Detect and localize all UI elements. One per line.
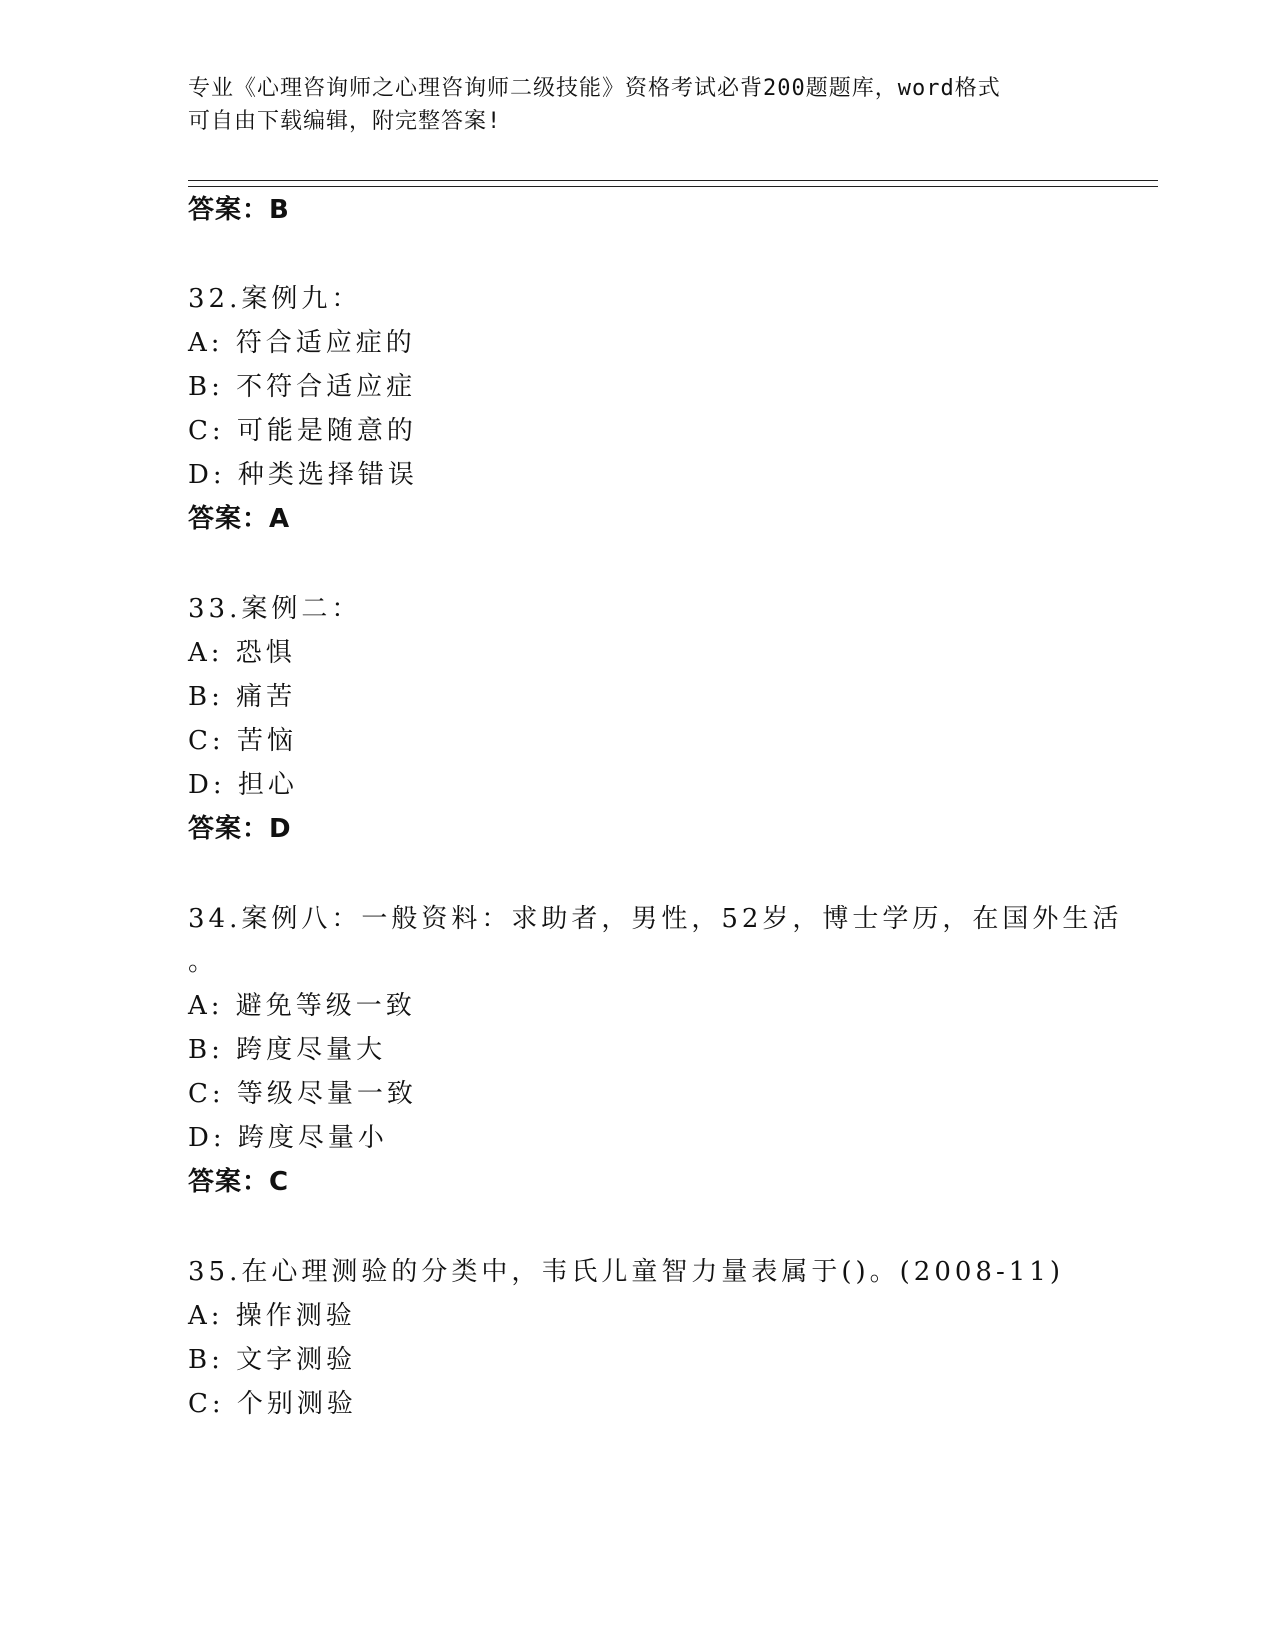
question-32-stem: 32.案例九： [188, 284, 362, 314]
question-34-option-d: D: 跨度尽量小 [188, 1123, 388, 1153]
question-34-option-a: A: 避免等级一致 [188, 991, 416, 1021]
question-33-option-b: B: 痛苦 [188, 682, 297, 712]
question-32-option-a: A: 符合适应症的 [188, 328, 416, 358]
header-rule-top [188, 180, 1158, 181]
header-line-1: 专业《心理咨询师之心理咨询师二级技能》资格考试必背200题题库，word格式 [188, 76, 1001, 101]
question-35-option-a: A: 操作测验 [188, 1301, 356, 1331]
question-33-option-d: D: 担心 [188, 770, 298, 800]
question-33-stem: 33.案例二： [188, 594, 362, 624]
previous-answer: 答案：B [188, 195, 290, 225]
question-35-option-b: B: 文字测验 [188, 1345, 357, 1375]
question-34-answer: 答案：C [188, 1167, 290, 1197]
question-32-option-c: C: 可能是随意的 [188, 416, 417, 446]
header-line-2: 可自由下载编辑，附完整答案! [188, 109, 502, 134]
question-33-option-a: A: 恐惧 [188, 638, 296, 668]
question-33-answer: 答案：D [188, 814, 292, 844]
document-header [188, 72, 1088, 138]
question-34-stem: 34.案例八：一般资料：求助者，男性，52岁，博士学历，在国外生活 [188, 904, 1123, 934]
question-35-option-c: C: 个别测验 [188, 1389, 357, 1419]
question-34-option-b: B: 跨度尽量大 [188, 1035, 387, 1065]
question-35-stem: 35.在心理测验的分类中，韦氏儿童智力量表属于()。(2008-11) [188, 1257, 1064, 1287]
question-34-stem-continued: 。 [188, 947, 219, 977]
question-32-option-d: D: 种类选择错误 [188, 460, 418, 490]
header-rule-bottom [188, 186, 1158, 187]
question-32-option-b: B: 不符合适应症 [188, 372, 417, 402]
question-33-option-c: C: 苦恼 [188, 726, 297, 756]
question-32-answer: 答案：A [188, 504, 291, 534]
question-34-option-c: C: 等级尽量一致 [188, 1079, 417, 1109]
